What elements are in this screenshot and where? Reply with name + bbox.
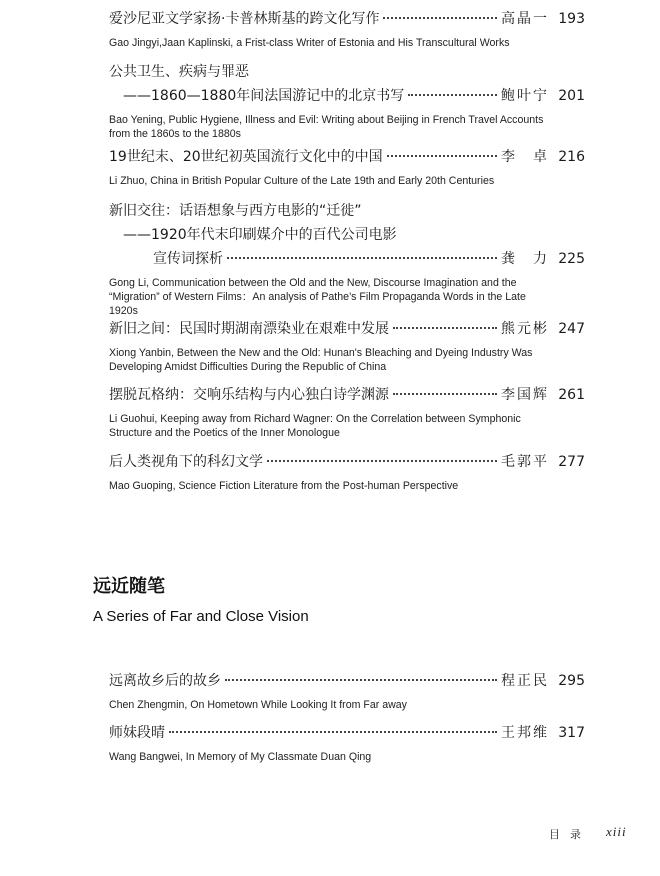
toc-entry-title: 公共卫生、疾病与罪恶: [109, 64, 249, 80]
toc-entry[interactable]: [109, 200, 585, 318]
toc-entry-heading: [109, 722, 585, 746]
toc-entry-english: Li Zhuo, China in British Popular Culture of the Late 19th and Early 20th Centuries: [109, 175, 495, 187]
dot-leader: [387, 155, 497, 157]
toc-entry-page: 247: [558, 321, 585, 337]
toc-entry-page: 295: [558, 673, 585, 689]
dot-leader: [383, 17, 497, 19]
dot-leader: [169, 731, 497, 733]
toc-entry-author: 毛郭平: [501, 454, 547, 470]
toc-entry-heading: [109, 8, 585, 32]
toc-entry[interactable]: [109, 318, 585, 374]
toc-entry-english: Li Guohui, Keeping away from Richard Wagner: On the Correlation between Symphonic Structure and the Poetics of the Inner Monologue: [109, 413, 521, 439]
toc-entry-heading: [109, 384, 585, 408]
footer-label: 目录: [549, 828, 591, 841]
toc-entry-subtitle-cont: 宣传词探析: [153, 251, 223, 267]
toc-entry[interactable]: [109, 61, 585, 141]
toc-entry[interactable]: [109, 722, 585, 764]
footer-page-number: xiii: [606, 824, 627, 839]
toc-entry-subtitle: ——1920年代末印刷媒介中的百代公司电影: [123, 227, 397, 243]
toc-entry-subtitle: ——1860—1880年间法国游记中的北京书写: [123, 88, 405, 104]
toc-entry-title: 后人类视角下的科幻文学: [109, 454, 263, 470]
toc-entry-page: 277: [558, 454, 585, 470]
toc-entry-title: 爱沙尼亚文学家扬·卡普林斯基的跨文化写作: [109, 11, 380, 27]
toc-entry-english: Xiong Yanbin, Between the New and the Old: Hunan's Bleaching and Dyeing Industry Was Developing Amidst Difficulties During the Republic of China: [109, 347, 533, 373]
toc-entry-title: 远离故乡后的故乡: [109, 673, 221, 689]
toc-entry-heading: [109, 451, 585, 475]
toc-entry-heading: [109, 248, 585, 272]
toc-entry-author: 高晶一: [501, 11, 547, 27]
toc-entry-author: 王邦维: [501, 725, 547, 741]
toc-entry-page: 201: [558, 88, 585, 104]
toc-entry-title: 师妹段晴: [109, 725, 165, 741]
toc-entry[interactable]: [109, 384, 585, 440]
toc-entry-page: 216: [558, 149, 585, 165]
toc-entry[interactable]: [109, 451, 585, 493]
toc-entry-author: 李国辉: [501, 387, 547, 403]
toc-entry-author: 熊元彬: [501, 321, 547, 337]
toc-entry-heading: [109, 85, 585, 109]
toc-entry-author: 龚 力: [501, 251, 547, 267]
toc-entry-heading: [109, 146, 585, 170]
section-subtitle: A Series of Far and Close Vision: [93, 608, 309, 625]
toc-entry-title: 19世纪末、20世纪初英国流行文化中的中国: [109, 149, 383, 165]
toc-entry-title: 新旧之间：民国时期湖南漂染业在艰难中发展: [109, 321, 389, 337]
toc-entry-title: 新旧交往：话语想象与西方电影的“迁徙”: [109, 203, 362, 219]
dot-leader: [408, 94, 497, 96]
toc-entry-page: 193: [558, 11, 585, 27]
toc-entry-page: 225: [558, 251, 585, 267]
dot-leader: [227, 257, 497, 259]
dot-leader: [225, 679, 497, 681]
toc-entry-english: Gao Jingyi,Jaan Kaplinski, a Frist-class Writer of Estonia and His Transcultural Works: [109, 37, 510, 49]
toc-entry-english: Mao Guoping, Science Fiction Literature from the Post-human Perspective: [109, 480, 459, 492]
toc-entry-page: 261: [558, 387, 585, 403]
toc-entry-heading: [109, 670, 585, 694]
toc-entry-english: Gong Li, Communication between the Old and the New, Discourse Imagination and the “Migration” of Western Films：An analysis of Pathe’s Film Propaganda Words in the Late 1920s: [109, 277, 526, 317]
section-title: 远近随笔: [93, 576, 165, 597]
toc-entry-english: Wang Bangwei, In Memory of My Classmate Duan Qing: [109, 751, 372, 763]
dot-leader: [393, 393, 497, 395]
toc-entry-english: Chen Zhengmin, On Hometown While Looking It from Far away: [109, 699, 407, 711]
toc-entry-page: 317: [558, 725, 585, 741]
toc-entry-heading: [109, 318, 585, 342]
dot-leader: [393, 327, 497, 329]
toc-entry-author: 李 卓: [501, 149, 547, 165]
dot-leader: [267, 460, 497, 462]
toc-entry-title: 摆脱瓦格纳：交响乐结构与内心独白诗学渊源: [109, 387, 389, 403]
toc-entry[interactable]: [109, 146, 585, 188]
toc-entry[interactable]: [109, 8, 585, 50]
toc-entry-author: 鲍叶宁: [501, 88, 547, 104]
toc-entry-english: Bao Yening, Public Hygiene, Illness and Evil: Writing about Beijing in French Travel Accounts from the 1860s to the 1880s: [109, 114, 544, 140]
toc-entry[interactable]: [109, 670, 585, 712]
toc-entry-author: 程正民: [501, 673, 547, 689]
